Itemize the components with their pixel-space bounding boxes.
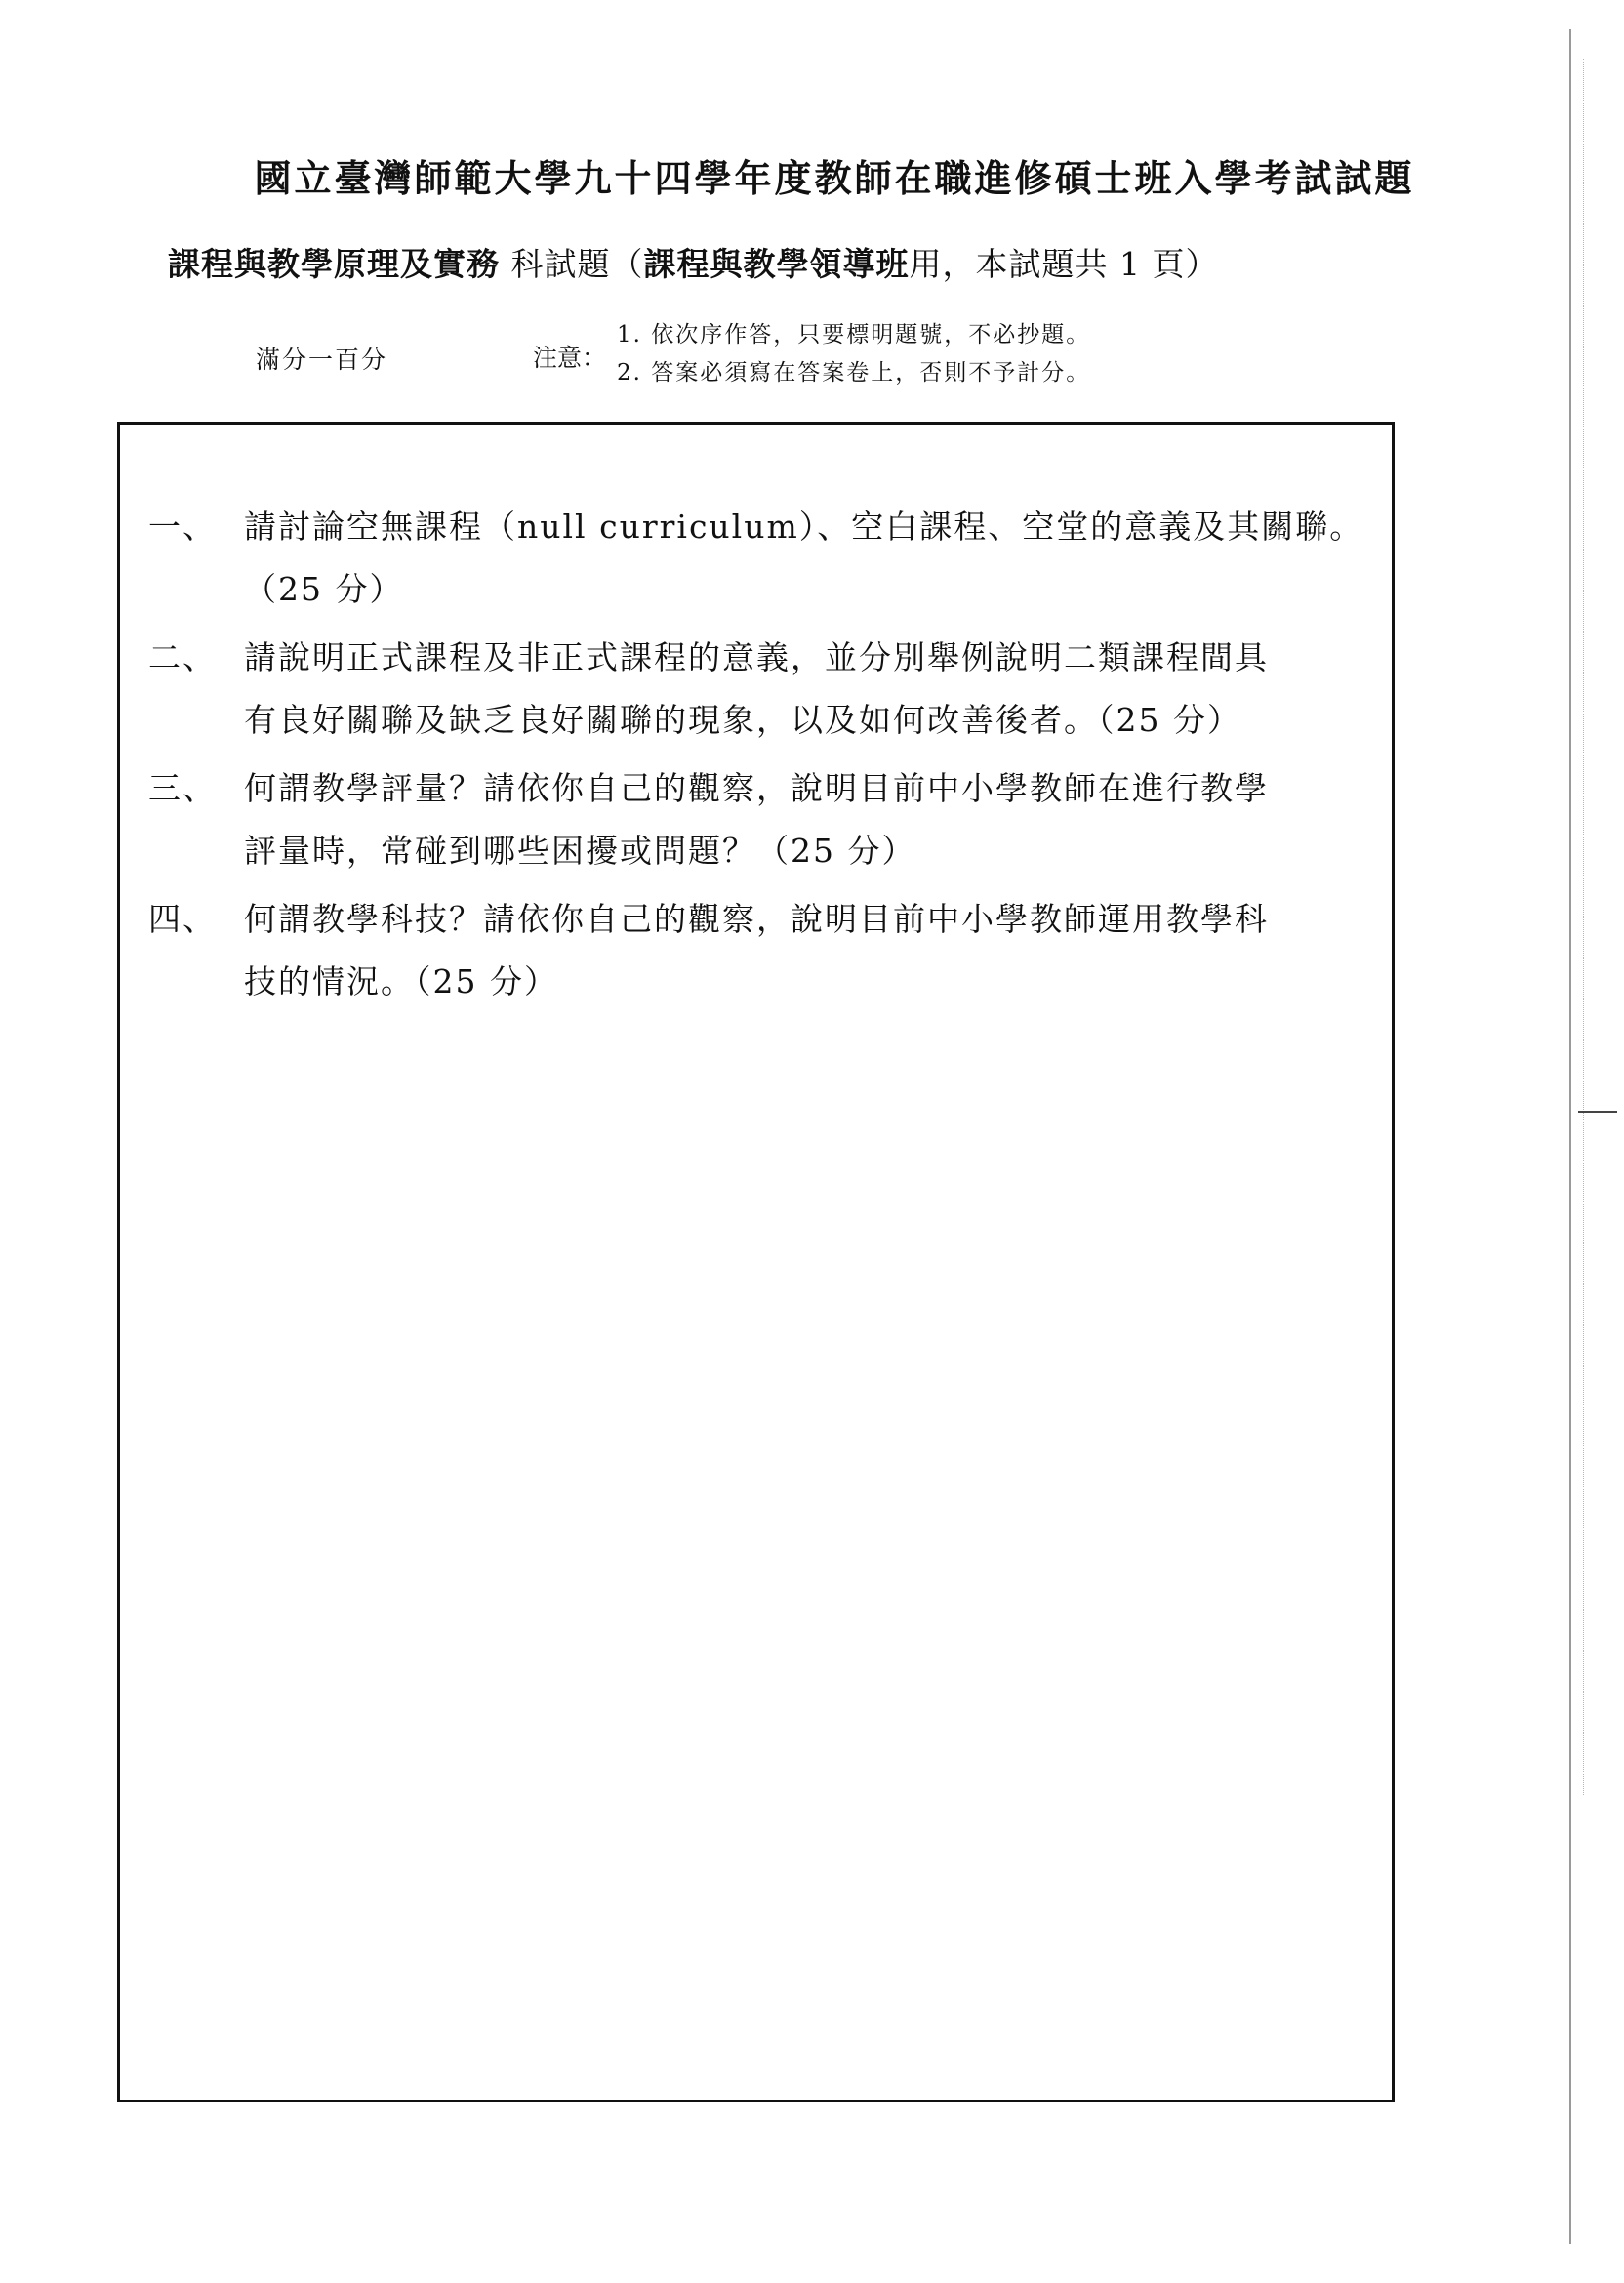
- exam-title: 國立臺灣師範大學九十四學年度教師在職進修碩士班入學考試試題: [254, 156, 1415, 200]
- scan-edge-dots: [1583, 59, 1584, 1795]
- full-score-label: 滿分一百分: [256, 346, 388, 374]
- question-number: 一、: [148, 508, 217, 546]
- question-text: 請說明正式課程及非正式課程的意義，並分別舉例說明二類課程間具 有良好關聯及缺乏良好關聯的現象，以及如何改善後者。（25 分）: [244, 638, 1269, 739]
- question-number: 三、: [148, 769, 217, 807]
- notice-list: [617, 316, 1090, 392]
- subject-suffix: 科試題（: [500, 245, 644, 283]
- notice-item: 2. 答案必須寫在答案卷上，否則不予計分。: [617, 360, 1091, 386]
- class-suffix: 用，本試題共 1 頁）: [909, 245, 1219, 283]
- scan-edge-line: [1569, 29, 1571, 2244]
- notice-label: 注意：: [533, 344, 607, 372]
- subject-name: 課程與教學原理及實務: [168, 245, 500, 283]
- scan-mark: [1578, 1111, 1617, 1113]
- question-text: 何謂教學科技？請依你自己的觀察，說明目前中小學教師運用教學科 技的情況。（25 分）: [244, 900, 1269, 1000]
- class-name: 課程與教學領導班: [643, 245, 910, 283]
- question-text: 請討論空無課程（null curriculum）、空白課程、空堂的意義及其關聯。 （25 分）: [244, 508, 1364, 608]
- notice-item: 1. 依次序作答，只要標明題號，不必抄題。: [617, 322, 1091, 347]
- question-number: 四、: [148, 900, 217, 938]
- question-number: 二、: [148, 638, 217, 676]
- question-text: 何謂教學評量？請依你自己的觀察，說明目前中小學教師在進行教學 評量時，常碰到哪些困擾或問題？（25 分）: [244, 769, 1269, 870]
- exam-subtitle: [168, 239, 1218, 285]
